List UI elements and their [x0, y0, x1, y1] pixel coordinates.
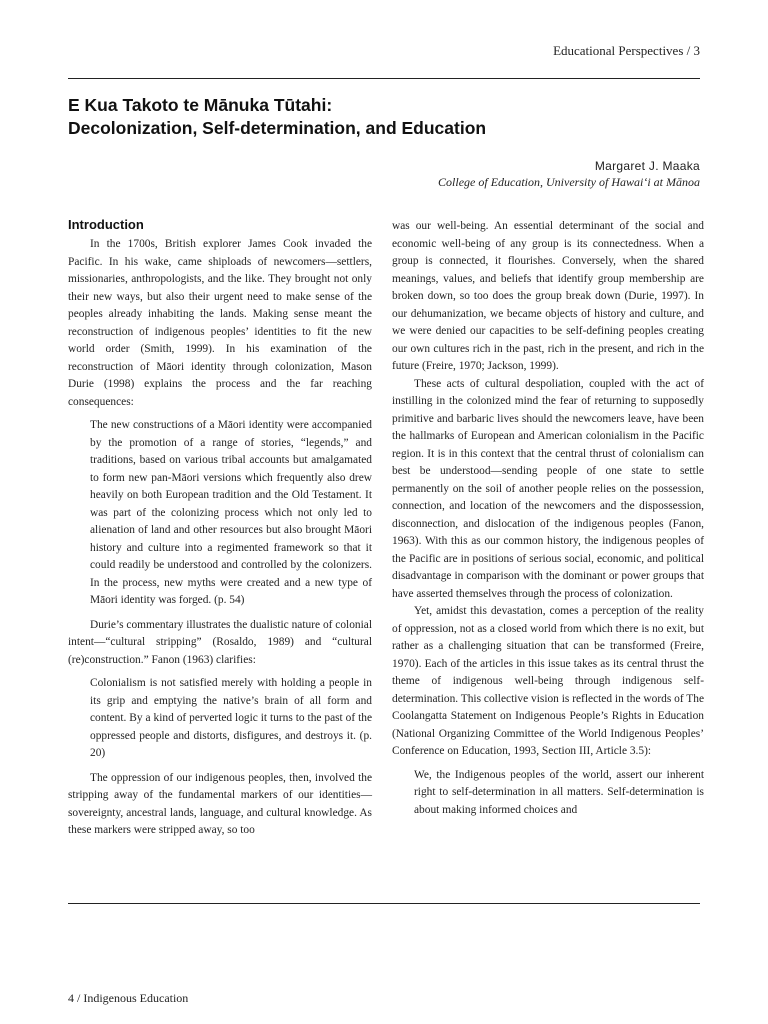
- article-title-line-1: E Kua Takoto te Mānuka Tūtahi:: [68, 95, 333, 115]
- footer-rule: [68, 903, 700, 904]
- author-name: Margaret J. Maaka: [594, 159, 700, 173]
- paragraph: These acts of cultural despoliation, coupled with the act of instilling in the colonized mind the fear of returning to supposedly primitive and barbaric lives should the newcomers leave, have been the hallmarks of European and American colonialism in the Pacific region. It is in this context that the central thrust of colonialism can best be understood—sending people of one state to settle permanently on the soil of another people relies on the possession, connection, and location of the newcomers and the dispossession, disconnection, and dislocation of the indigenous peoples (Fanon, 1963). With this as our common history, the indigenous peoples of the Pacific are in positions of serious social, economic, and political disadvantage in comparison with the dominant or power groups that have asserted themselves through the process of colonization.: [392, 377, 704, 600]
- paragraph: The oppression of our indigenous peoples, then, involved the stripping away of the fundamental markers of our identities—sovereignty, ancestral lands, language, and cultural knowledge. As these markers were stripped away, so too: [68, 771, 372, 836]
- section-heading-introduction: Introduction: [68, 217, 144, 232]
- right-column: [392, 218, 704, 826]
- block-quote-fanon: Colonialism is not satisfied merely with holding a people in its grip and emptying the native’s brain of all form and content. By a kind of perverted logic it turns to the past of the oppressed people and distorts, disfigures, and destroys it. (p. 20): [90, 677, 372, 759]
- article-title: [68, 94, 708, 139]
- header-rule: [68, 78, 700, 79]
- block-quote-coolangatta: We, the Indigenous peoples of the world, assert our inherent right to self-determination in all matters. Self-determination is about making informed choices and: [414, 768, 704, 816]
- paragraph: was our well-being. An essential determinant of the social and economic well-being of any group is its connectedness. When a group is connected, it flourishes. Conversely, when the shared meanings, values, and beliefs that identify group membership are broken down, so too does the group break down (Durie, 1997). In our dehumanization, we became objects of history and culture, and we were denied our capacities to be self-defining peoples creating our own cultures rich in the past, rich in the present, and rich in the future (Freire, 1970; Jackson, 1999).: [392, 220, 704, 372]
- block-quote-durie: The new constructions of a Māori identity were accompanied by the promotion of a range of stories, “legends,” and traditions, based on various tribal accounts but amalgamated to form new pan-Māori versions which frequently also drew heavily on both European tradition and the Old Testament. It was part of the colonizing process which not only led to alienation of land and other resources but also brought Māori history and culture into a regimented framework so that it could readily be understood and controlled by the colonizers. In the process, new myths were created and a new type of Māori identity was forged. (p. 54): [90, 419, 372, 606]
- left-column: [68, 215, 372, 840]
- author-affiliation: College of Education, University of Hawai‘i at Mānoa: [438, 175, 700, 189]
- page-folio: 4 / Indigenous Education: [68, 991, 189, 1005]
- paragraph: In the 1700s, British explorer James Cook invaded the Pacific. In his wake, came shiploads of newcomers—settlers, missionaries, anthropologists, and the like. They brought not only their new ways, but also their urgent need to make sense of the peoples already inhabiting the lands. Making sense meant the reconstruction of indigenous peoples’ identities to fit the new world order (Smith, 1999). In his examination of the reconstruction of Māori identity through colonization, Mason Durie (1998) explains the process and the far reaching consequences:: [68, 238, 372, 408]
- running-head: Educational Perspectives / 3: [553, 43, 700, 58]
- paragraph: Yet, amidst this devastation, comes a perception of the reality of oppression, not as a closed world from which there is no exit, but rather as a challenging situation that can be transformed (Freire, 1970). Each of the articles in this issue takes as its central thrust the theme of indigenous well-being through indigenous self-determination. This collective vision is reflected in the words of The Coolangatta Statement on Indigenous People’s Rights in Education (National Organizing Committee of the World Indigenous Peoples’ Conference on Education, 1993, Section III, Article 3.5):: [392, 605, 704, 757]
- article-title-line-2: Decolonization, Self-determination, and Education: [68, 117, 487, 138]
- paragraph: Durie’s commentary illustrates the dualistic nature of colonial intent—“cultural stripping” (Rosaldo, 1989) and “cultural (re)construction.” Fanon (1963) clarifies:: [68, 618, 372, 666]
